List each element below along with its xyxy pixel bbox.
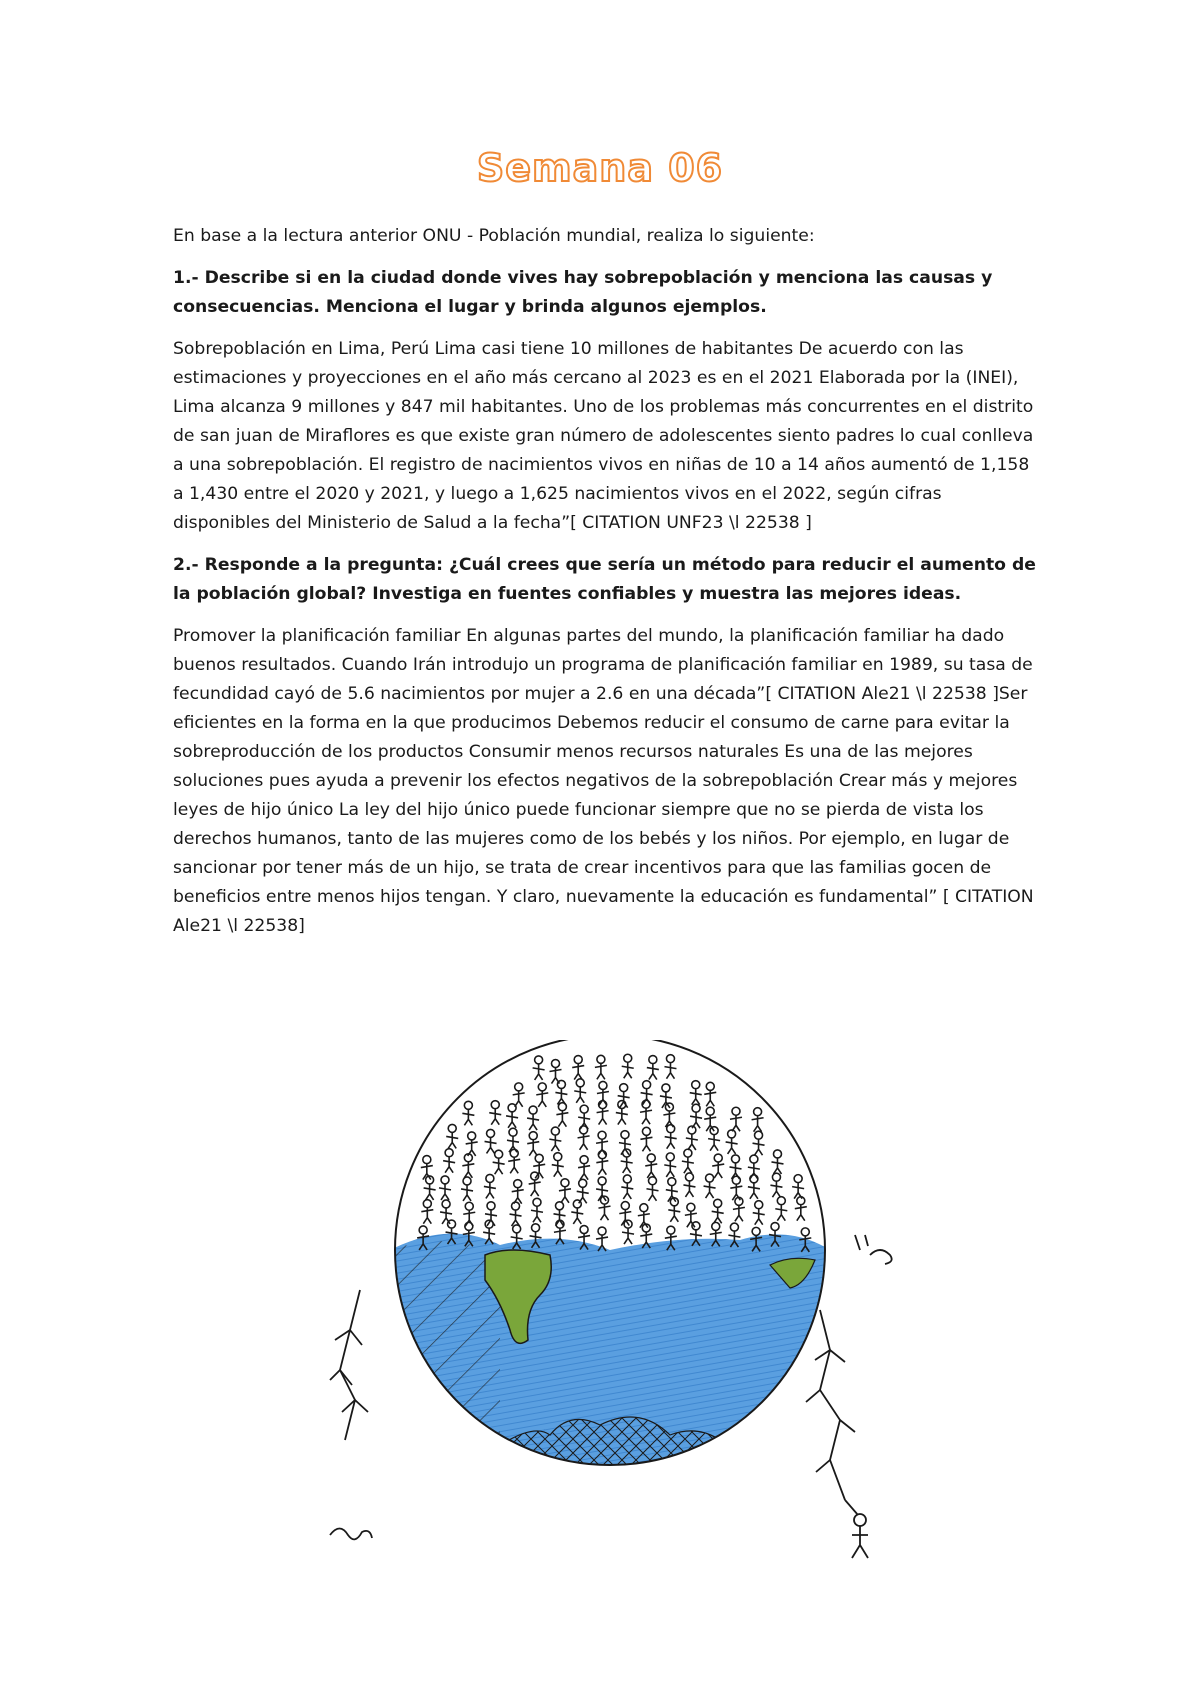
- stick-figure: [646, 1177, 658, 1201]
- stick-figure: [704, 1174, 716, 1198]
- stick-figure: [513, 1083, 525, 1107]
- intro-paragraph: En base a la lectura anterior ONU - Población mundial, realiza lo siguiente:: [173, 226, 815, 246]
- overpopulation-globe-illustration: [300, 1040, 920, 1570]
- stick-figure: [664, 1055, 676, 1079]
- stick-figure: [619, 1131, 631, 1155]
- stick-figure: [596, 1151, 608, 1175]
- stick-figure: [556, 1103, 568, 1127]
- stick-figure: [618, 1084, 630, 1108]
- crowd-stick-figures: [417, 1054, 811, 1252]
- stick-figure: [424, 1176, 436, 1200]
- stick-figure: [795, 1197, 807, 1221]
- stick-figure: [730, 1107, 742, 1131]
- stick-figure: [775, 1197, 787, 1221]
- stick-figure: [506, 1104, 518, 1128]
- stick-figure: [596, 1131, 608, 1155]
- stick-figure: [512, 1180, 524, 1204]
- stick-figure: [421, 1200, 433, 1224]
- stick-figure: [527, 1106, 539, 1130]
- stick-figure: [443, 1149, 455, 1173]
- stick-figure: [683, 1173, 695, 1197]
- stick-figure: [712, 1154, 724, 1178]
- stick-figure: [771, 1150, 783, 1174]
- stick-figure: [510, 1202, 522, 1226]
- stick-figure: [621, 1175, 633, 1199]
- stick-figure: [484, 1174, 496, 1198]
- stick-figure: [550, 1060, 562, 1084]
- stick-figure: [597, 1101, 609, 1125]
- question-2: 2.- Responde a la pregunta: ¿Cuál crees que sería un método para reducir el aumento de la población global? Investiga en fuentes confiables y muestra las mejores ideas.: [173, 555, 1036, 604]
- stick-figure: [489, 1101, 501, 1125]
- stick-figure: [729, 1155, 741, 1179]
- stick-figure: [753, 1131, 765, 1155]
- stick-figure: [552, 1153, 564, 1177]
- stick-figure: [485, 1129, 497, 1153]
- stick-figure: [686, 1126, 698, 1150]
- stick-figure: [529, 1172, 541, 1196]
- stick-figure: [664, 1153, 676, 1177]
- stick-figure: [704, 1107, 716, 1131]
- document-body: [173, 222, 1041, 954]
- stick-figure: [595, 1055, 607, 1079]
- stick-figure: [792, 1175, 804, 1199]
- stick-figure: [493, 1150, 505, 1174]
- stick-figure: [461, 1177, 473, 1201]
- stick-figure: [665, 1125, 677, 1149]
- stick-figure: [571, 1200, 583, 1224]
- stick-figure: [730, 1176, 742, 1200]
- stick-figure: [668, 1198, 680, 1222]
- stick-figure: [748, 1175, 760, 1199]
- stick-figure: [578, 1156, 590, 1180]
- stick-figure: [726, 1130, 738, 1154]
- stick-figure: [645, 1154, 657, 1178]
- page-title: Semana 06: [476, 146, 724, 190]
- stick-figure: [572, 1056, 584, 1080]
- stick-figure: [446, 1124, 458, 1148]
- question-1: 1.- Describe si en la ciudad donde vives hay sobrepoblación y menciona las causas y consecuencias. Menciona el lugar y brinda algunos ejemplos.: [173, 268, 993, 317]
- stick-figure: [574, 1079, 586, 1103]
- stick-figure: [462, 1101, 474, 1125]
- stick-figure: [682, 1149, 694, 1173]
- stick-figure: [485, 1202, 497, 1226]
- stick-figure: [690, 1081, 702, 1105]
- stick-figure: [466, 1132, 478, 1156]
- stick-figure: [704, 1082, 716, 1106]
- stick-figure: [555, 1080, 567, 1104]
- stick-figure: [647, 1056, 659, 1080]
- answer-2: Promover la planificación familiar En algunas partes del mundo, la planificación familiar ha dado buenos resultados. Cuando Irán introdujo un programa de planificación familiar en 1989, su tasa de fecundidad cayó de 5.6 nacimientos por mujer a 2.6 en una década”[ CITATION Ale21 \l 22538 ]Ser eficientes en la forma en la que producimos Debemos reducir el consumo de carne para evitar la sobreproducción de los productos Consumir menos recursos naturales Es una de las mejores soluciones pues ayuda a prevenir los efectos negativos de la sobrepoblación Crear más y mejores leyes de hijo único La ley del hijo único puede funcionar siempre que no se pierda de vista los derechos humanos, tanto de las mujeres como de los bebés y los niños. Por ejemplo, en lugar de sancionar por tener más de un hijo, se trata de crear incentivos para que las familias gocen de beneficios entre menos hijos tengan. Y claro, nuevamente la educación es fundamental” [ CITATION Ale21 \l 22538]: [173, 626, 1034, 936]
- stick-figure: [640, 1100, 652, 1124]
- stick-figure: [559, 1179, 571, 1203]
- stick-figure: [549, 1127, 561, 1151]
- globe-ocean: [380, 1234, 840, 1480]
- stick-figure: [640, 1127, 652, 1151]
- stick-figure: [753, 1201, 765, 1225]
- stick-figure: [712, 1199, 724, 1223]
- stick-figure: [752, 1108, 764, 1132]
- stick-figure: [690, 1104, 702, 1128]
- stick-figure: [770, 1173, 782, 1197]
- stick-figure: [622, 1054, 634, 1078]
- stick-figure: [527, 1132, 539, 1156]
- stick-figure: [439, 1176, 451, 1200]
- stick-figure: [578, 1126, 590, 1150]
- stick-figure: [685, 1203, 697, 1227]
- stick-figure: [508, 1149, 520, 1173]
- stick-figure: [531, 1198, 543, 1222]
- stick-figure: [641, 1081, 653, 1105]
- stick-figure: [733, 1197, 745, 1221]
- stick-figure: [536, 1083, 548, 1107]
- stick-figure: [507, 1128, 519, 1152]
- stick-figure: [533, 1056, 545, 1080]
- answer-1: Sobrepoblación en Lima, Perú Lima casi tiene 10 millones de habitantes De acuerdo con las estimaciones y proyecciones en el año más cercano al 2023 es en el 2021 Elaborada por la (INEI), Lima alcanza 9 millones y 847 mil habitantes. Uno de los problemas más concurrentes en el distrito de san juan de Miraflores es que existe gran número de adolescentes siento padres lo cual conlleva a una sobrepoblación. El registro de nacimientos vivos en niñas de 10 a 14 años aumentó de 1,158 a 1,430 entre el 2020 y 2021, y luego a 1,625 nacimientos vivos en el 2022, según cifras disponibles del Ministerio de Salud a la fecha”[ CITATION UNF23 \l 22538 ]: [173, 339, 1034, 533]
- stick-figure: [462, 1154, 474, 1178]
